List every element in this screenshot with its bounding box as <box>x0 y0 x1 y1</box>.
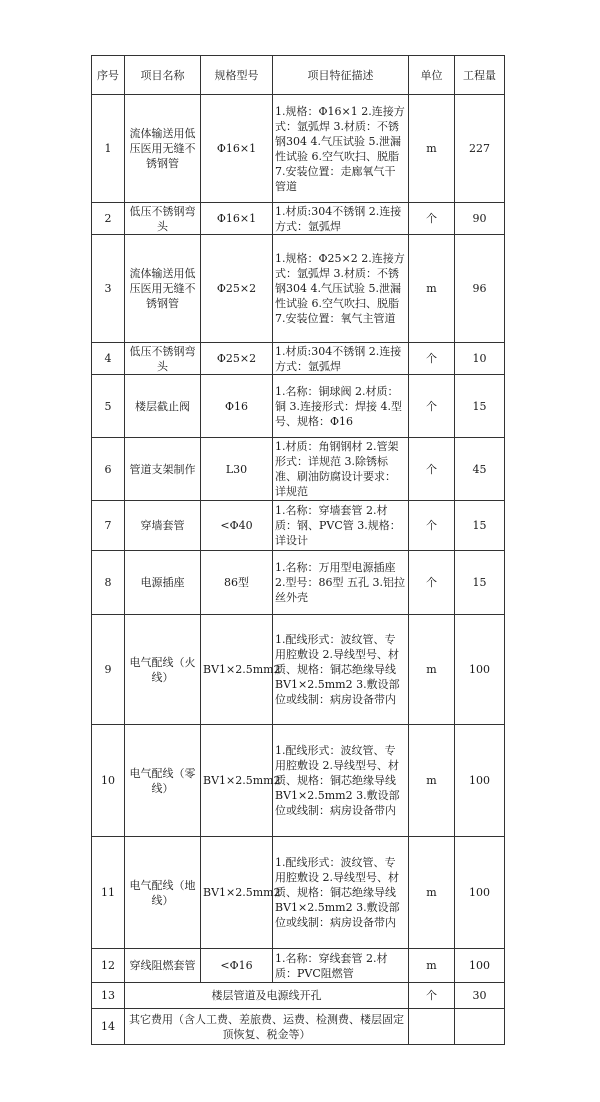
row-unit: 个 <box>409 983 455 1009</box>
row-no: 14 <box>92 1009 125 1045</box>
row-spec: <Φ40 <box>201 501 273 551</box>
row-no: 11 <box>92 837 125 949</box>
table-row <box>92 501 505 551</box>
row-name: 低压不锈钢弯头 <box>125 203 201 235</box>
row-desc: 1.配线形式：波纹管、专用腔敷设 2.导线型号、材质、规格：铜芯绝缘导线 BV1×2.5mm2 3.敷设部位或线制：病房设备带内 <box>273 837 409 949</box>
row-unit: m <box>409 725 455 837</box>
row-qty: 30 <box>455 983 505 1009</box>
table-row-openings <box>92 983 505 1009</box>
table-row-other-fees <box>92 1009 505 1045</box>
row-qty: 15 <box>455 501 505 551</box>
row-no: 12 <box>92 949 125 983</box>
row-spec: <Φ16 <box>201 949 273 983</box>
header-unit: 单位 <box>409 56 455 95</box>
header-desc: 项目特征描述 <box>273 56 409 95</box>
row-desc: 1.配线形式：波纹管、专用腔敷设 2.导线型号、材质、规格：铜芯绝缘导线 BV1×2.5mm2 3.敷设部位或线制：病房设备带内 <box>273 725 409 837</box>
row-name: 电气配线（火线） <box>125 615 201 725</box>
row-no: 2 <box>92 203 125 235</box>
row-no: 3 <box>92 235 125 343</box>
row-spec: BV1×2.5mm2 <box>201 837 273 949</box>
row-name: 流体输送用低压医用无缝不锈钢管 <box>125 95 201 203</box>
table-row <box>92 438 505 501</box>
row-label: 楼层管道及电源线开孔 <box>125 983 409 1009</box>
row-desc: 1.名称：穿线套管 2.材质：PVC阻燃管 <box>273 949 409 983</box>
table-row <box>92 343 505 375</box>
row-spec: Φ16×1 <box>201 95 273 203</box>
row-name: 电源插座 <box>125 551 201 615</box>
header-row <box>92 56 505 95</box>
row-unit: 个 <box>409 203 455 235</box>
header-no: 序号 <box>92 56 125 95</box>
row-desc: 1.材质:304不锈钢 2.连接方式：氩弧焊 <box>273 343 409 375</box>
row-desc: 1.名称：铜球阀 2.材质：铜 3.连接形式：焊接 4.型号、规格：Φ16 <box>273 375 409 438</box>
row-name: 管道支架制作 <box>125 438 201 501</box>
table-row <box>92 235 505 343</box>
table-row <box>92 949 505 983</box>
row-no: 5 <box>92 375 125 438</box>
table-row <box>92 203 505 235</box>
row-qty: 90 <box>455 203 505 235</box>
row-label: 其它费用（含人工费、差旅费、运费、检测费、楼层固定顶恢复、税金等） <box>125 1009 409 1045</box>
row-unit: 个 <box>409 501 455 551</box>
table-row <box>92 725 505 837</box>
row-unit-empty <box>409 1009 455 1045</box>
row-spec: Φ25×2 <box>201 343 273 375</box>
row-spec: Φ25×2 <box>201 235 273 343</box>
row-no: 9 <box>92 615 125 725</box>
row-no: 10 <box>92 725 125 837</box>
row-spec: Φ16×1 <box>201 203 273 235</box>
row-spec: 86型 <box>201 551 273 615</box>
row-qty: 227 <box>455 95 505 203</box>
header-spec: 规格型号 <box>201 56 273 95</box>
row-unit: m <box>409 95 455 203</box>
row-spec: Φ16 <box>201 375 273 438</box>
row-qty: 100 <box>455 725 505 837</box>
row-no: 6 <box>92 438 125 501</box>
row-qty: 15 <box>455 375 505 438</box>
row-no: 7 <box>92 501 125 551</box>
row-qty: 96 <box>455 235 505 343</box>
row-unit: 个 <box>409 438 455 501</box>
row-desc: 1.规格：Φ25×2 2.连接方式：氩弧焊 3.材质：不锈钢304 4.气压试验 5.泄漏性试验 6.空气吹扫、脱脂 7.安装位置：氧气主管道 <box>273 235 409 343</box>
row-no: 8 <box>92 551 125 615</box>
row-desc: 1.规格：Φ16×1 2.连接方式：氩弧焊 3.材质：不锈钢304 4.气压试验 5.泄漏性试验 6.空气吹扫、脱脂 7.安装位置：走廊氧气干管道 <box>273 95 409 203</box>
row-qty: 100 <box>455 837 505 949</box>
row-spec: BV1×2.5mm2 <box>201 615 273 725</box>
row-qty: 100 <box>455 615 505 725</box>
row-name: 电气配线（零线） <box>125 725 201 837</box>
row-name: 流体输送用低压医用无缝不锈钢管 <box>125 235 201 343</box>
row-name: 穿墙套管 <box>125 501 201 551</box>
row-name: 楼层截止阀 <box>125 375 201 438</box>
row-unit: 个 <box>409 375 455 438</box>
row-qty: 10 <box>455 343 505 375</box>
row-spec: L30 <box>201 438 273 501</box>
row-no: 13 <box>92 983 125 1009</box>
table-row <box>92 375 505 438</box>
header-name: 项目名称 <box>125 56 201 95</box>
row-qty: 100 <box>455 949 505 983</box>
row-name: 电气配线（地线） <box>125 837 201 949</box>
row-desc: 1.材质:304不锈钢 2.连接方式：氩弧焊 <box>273 203 409 235</box>
row-name: 穿线阻燃套管 <box>125 949 201 983</box>
header-qty: 工程量 <box>455 56 505 95</box>
row-desc: 1.材质：角钢钢材 2.管架形式：详规范 3.除锈标准、刷油防腐设计要求：详规范 <box>273 438 409 501</box>
row-qty-empty <box>455 1009 505 1045</box>
row-unit: m <box>409 949 455 983</box>
row-no: 1 <box>92 95 125 203</box>
table-row <box>92 837 505 949</box>
row-spec: BV1×2.5mm2 <box>201 725 273 837</box>
table-row <box>92 551 505 615</box>
row-unit: m <box>409 615 455 725</box>
table-row <box>92 95 505 203</box>
row-desc: 1.名称：穿墙套管 2.材质：钢、PVC管 3.规格：详设计 <box>273 501 409 551</box>
row-unit: m <box>409 235 455 343</box>
bill-of-quantities-table <box>91 55 505 1045</box>
row-desc: 1.名称：万用型电源插座 2.型号：86型 五孔 3.铝拉丝外壳 <box>273 551 409 615</box>
row-qty: 15 <box>455 551 505 615</box>
row-name: 低压不锈钢弯头 <box>125 343 201 375</box>
row-unit: m <box>409 837 455 949</box>
row-qty: 45 <box>455 438 505 501</box>
row-desc: 1.配线形式：波纹管、专用腔敷设 2.导线型号、材质、规格：铜芯绝缘导线 BV1×2.5mm2 3.敷设部位或线制：病房设备带内 <box>273 615 409 725</box>
row-unit: 个 <box>409 551 455 615</box>
row-no: 4 <box>92 343 125 375</box>
table-row <box>92 615 505 725</box>
row-unit: 个 <box>409 343 455 375</box>
